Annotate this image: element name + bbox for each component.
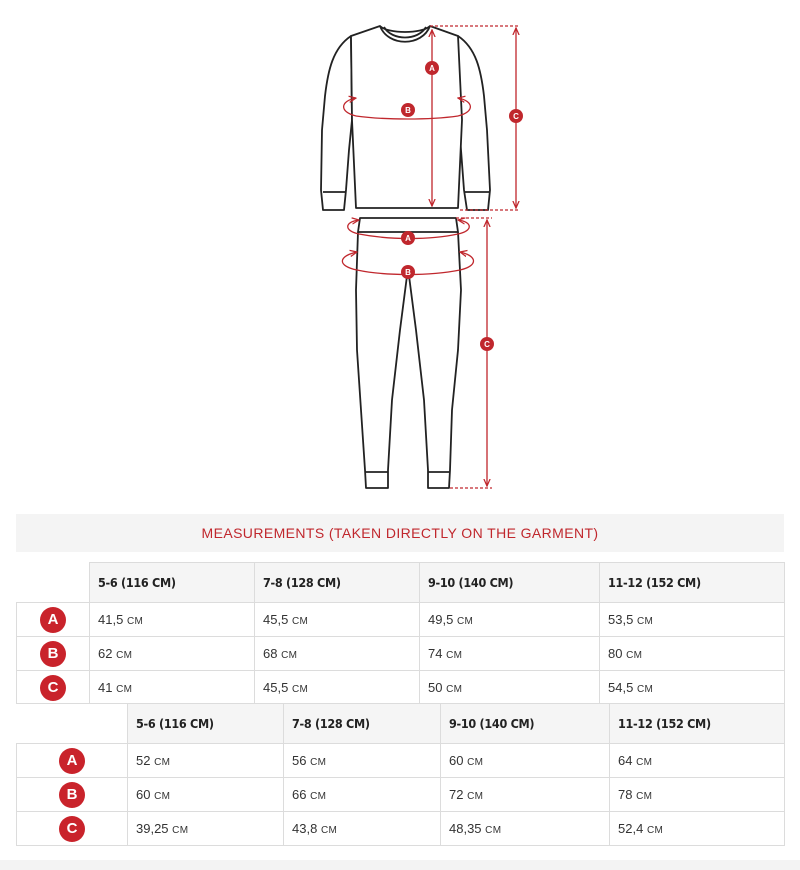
svg-text:A: A [429, 64, 435, 73]
table-cell: 68 CM [255, 637, 420, 671]
row-label [17, 778, 128, 812]
table-header-row [17, 563, 785, 603]
measure-badge: C [59, 816, 85, 842]
table-row [17, 603, 785, 637]
table-cell: 53,5 CM [600, 603, 785, 637]
shirt-outline [321, 26, 490, 210]
table-cell: 56 CM [284, 744, 441, 778]
table-cell: 41,5 CM [90, 603, 255, 637]
svg-text:C: C [484, 340, 490, 349]
table-cell: 72 CM [441, 778, 610, 812]
table-cell: 41 CM [90, 671, 255, 705]
size-header: 11-12 (152 CM) [600, 563, 785, 603]
size-header: 5-6 (116 CM) [128, 704, 284, 744]
table-cell: 74 CM [420, 637, 600, 671]
table-cell: 45,5 CM [255, 603, 420, 637]
table-cell: 45,5 CM [255, 671, 420, 705]
pants-badge-c [480, 337, 494, 351]
table-cell: 60 CM [128, 778, 284, 812]
row-label [17, 744, 128, 778]
measurements-title: MEASUREMENTS (TAKEN DIRECTLY ON THE GARMENT) [16, 514, 784, 552]
size-header: 7-8 (128 CM) [255, 563, 420, 603]
header-blank [17, 563, 90, 603]
measure-badge: A [59, 748, 85, 774]
table-row [17, 671, 785, 705]
svg-text:B: B [405, 268, 411, 277]
pants-badge-a [401, 231, 415, 245]
size-header: 9-10 (140 CM) [441, 704, 610, 744]
pants-outline [356, 218, 461, 488]
shirt-badge-b [401, 103, 415, 117]
shirt-badge-a [425, 61, 439, 75]
table-cell: 48,35 CM [441, 812, 610, 846]
header-blank [17, 704, 128, 744]
svg-text:A: A [405, 234, 411, 243]
table-cell: 52 CM [128, 744, 284, 778]
table-cell: 60 CM [441, 744, 610, 778]
row-label [17, 812, 128, 846]
svg-text:B: B [405, 106, 411, 115]
table-cell: 66 CM [284, 778, 441, 812]
table-cell: 62 CM [90, 637, 255, 671]
table-cell: 50 CM [420, 671, 600, 705]
table-cell: 78 CM [610, 778, 785, 812]
table-header-row [17, 704, 785, 744]
footer-strip [0, 860, 800, 870]
size-header: 7-8 (128 CM) [284, 704, 441, 744]
pants-badge-b [401, 265, 415, 279]
table-cell: 52,4 CM [610, 812, 785, 846]
table-cell: 49,5 CM [420, 603, 600, 637]
row-label [17, 671, 90, 705]
pants-size-table [16, 703, 785, 846]
table-row [17, 637, 785, 671]
size-header: 5-6 (116 CM) [90, 563, 255, 603]
shirt-badge-c [509, 109, 523, 123]
shirt-size-table [16, 562, 785, 705]
table-row [17, 812, 785, 846]
measure-badge: A [40, 607, 66, 633]
size-header: 11-12 (152 CM) [610, 704, 785, 744]
table-cell: 43,8 CM [284, 812, 441, 846]
svg-text:C: C [513, 112, 519, 121]
table-cell: 64 CM [610, 744, 785, 778]
table-row [17, 778, 785, 812]
measure-badge: B [59, 782, 85, 808]
row-label [17, 637, 90, 671]
size-header: 9-10 (140 CM) [420, 563, 600, 603]
table-cell: 39,25 CM [128, 812, 284, 846]
table-row [17, 744, 785, 778]
table-cell: 54,5 CM [600, 671, 785, 705]
table-cell: 80 CM [600, 637, 785, 671]
measure-badge: C [40, 675, 66, 701]
row-label [17, 603, 90, 637]
measure-badge: B [40, 641, 66, 667]
